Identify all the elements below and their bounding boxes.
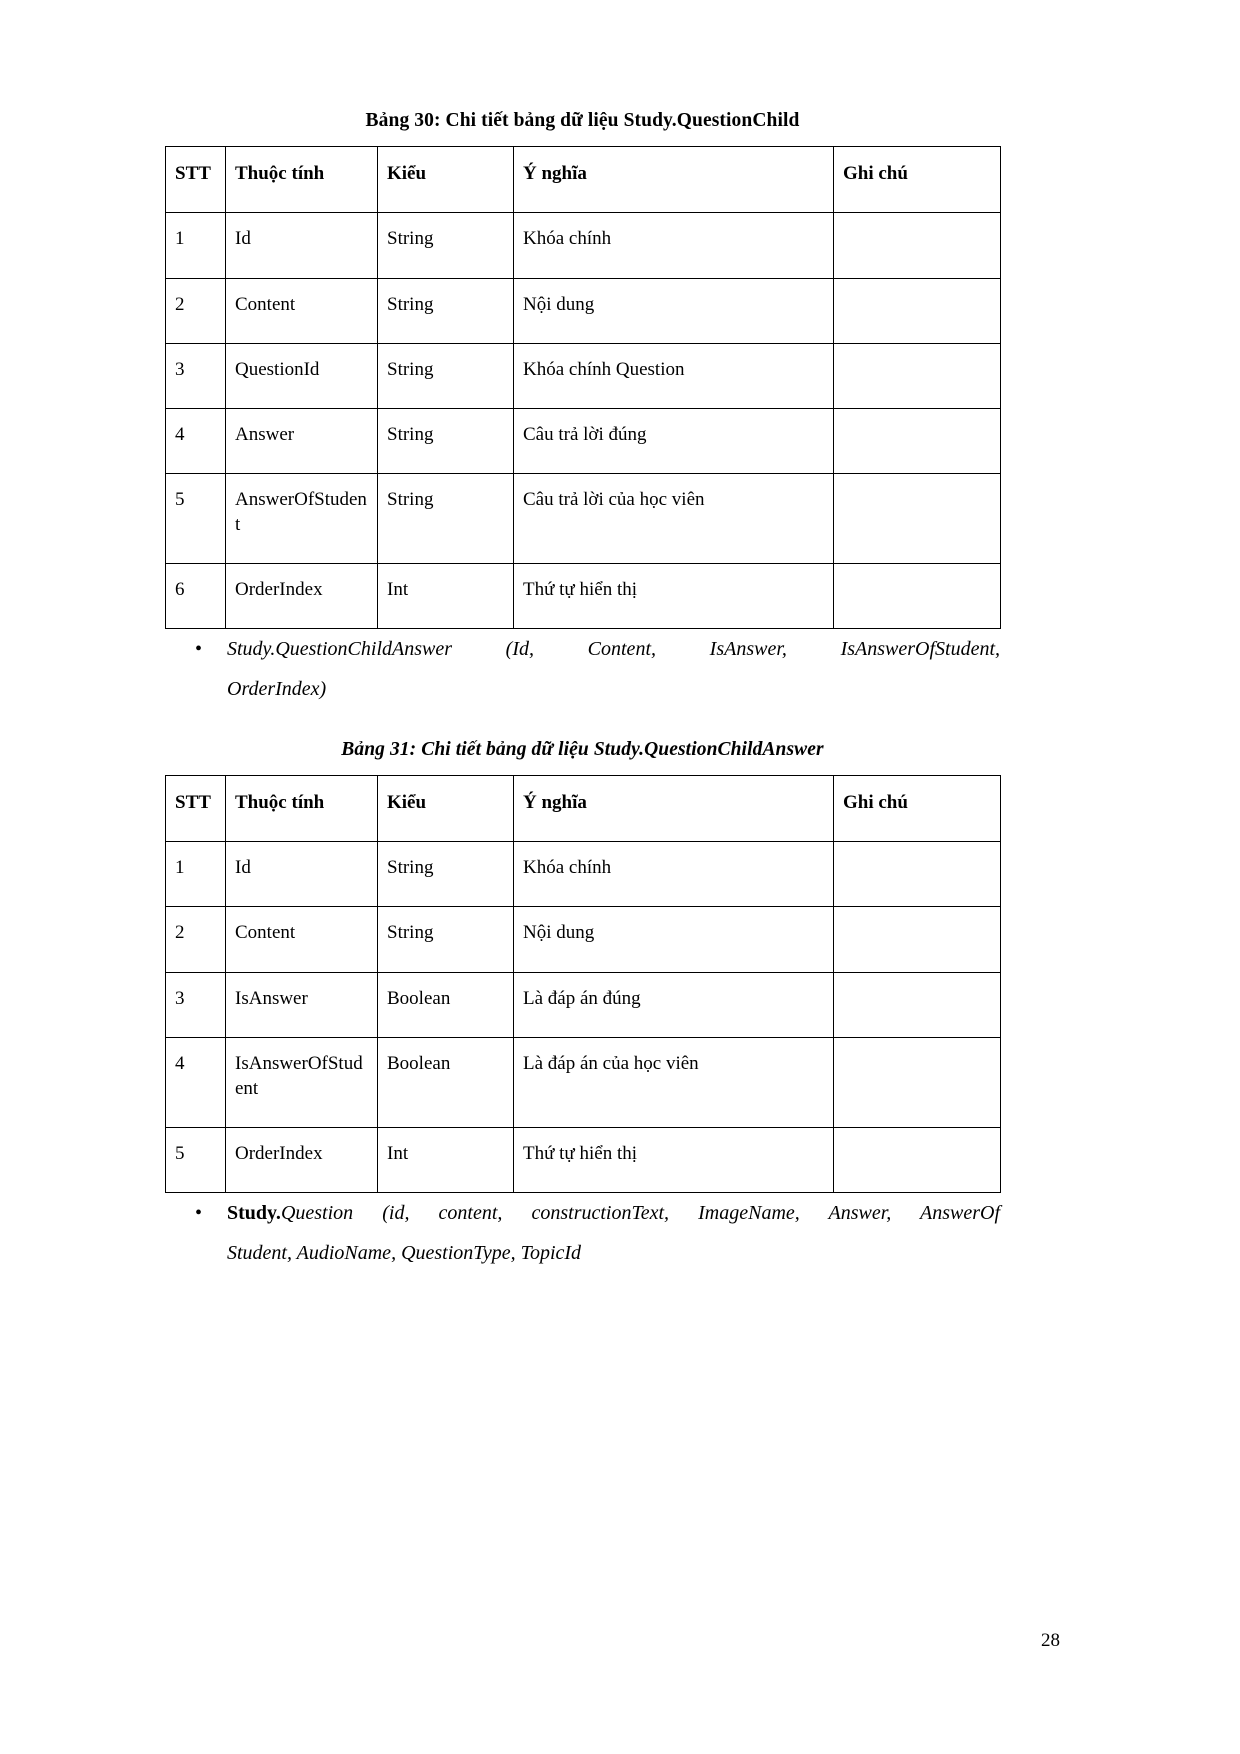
table-row	[166, 842, 1001, 907]
column-header-type: Kiểu	[378, 776, 514, 842]
cell-meaning: Nội dung	[514, 907, 834, 972]
cell-note	[834, 343, 1001, 408]
table-31-caption: Bảng 31: Chi tiết bảng dữ liệu Study.QuestionChildAnswer	[341, 738, 824, 760]
column-header-attribute: Thuộc tính	[226, 776, 378, 842]
cell-note	[834, 972, 1001, 1037]
cell-attribute: AnswerOfStudent	[226, 473, 378, 563]
table-row	[166, 1037, 1001, 1127]
bullet-1-line-1: • Study.QuestionChildAnswer (Id, Content, IsAnswer, IsAnswerOfStudent,	[227, 637, 1000, 660]
cell-type: String	[378, 842, 514, 907]
cell-meaning: Khóa chính	[514, 213, 834, 278]
cell-stt: 6	[166, 563, 226, 628]
cell-attribute: Id	[226, 842, 378, 907]
table-row	[166, 972, 1001, 1037]
cell-stt: 1	[166, 213, 226, 278]
cell-stt: 2	[166, 278, 226, 343]
cell-note	[834, 842, 1001, 907]
column-header-note: Ghi chú	[834, 147, 1001, 213]
table-31	[165, 775, 1001, 1193]
entity-bullet-list-1	[165, 629, 1000, 709]
cell-type: Boolean	[378, 972, 514, 1037]
table-row	[166, 408, 1001, 473]
cell-type: String	[378, 278, 514, 343]
page-number: 28	[1041, 1630, 1060, 1651]
column-header-stt: STT	[166, 776, 226, 842]
cell-meaning: Khóa chính Question	[514, 343, 834, 408]
cell-attribute: OrderIndex	[226, 1127, 378, 1192]
cell-note	[834, 563, 1001, 628]
cell-attribute: Id	[226, 213, 378, 278]
cell-meaning: Là đáp án đúng	[514, 972, 834, 1037]
cell-attribute: Content	[226, 907, 378, 972]
cell-stt: 2	[166, 907, 226, 972]
cell-meaning: Khóa chính	[514, 842, 834, 907]
cell-meaning: Là đáp án của học viên	[514, 1037, 834, 1127]
table-30-header-row	[166, 147, 1001, 213]
cell-attribute: QuestionId	[226, 343, 378, 408]
cell-meaning: Câu trả lời của học viên	[514, 473, 834, 563]
cell-stt: 5	[166, 473, 226, 563]
cell-attribute: Content	[226, 278, 378, 343]
table-30-caption: Bảng 30: Chi tiết bảng dữ liệu Study.QuestionChild	[365, 110, 800, 131]
bullet-1-line-2: OrderIndex)	[227, 677, 327, 700]
table-row	[166, 1127, 1001, 1192]
cell-note	[834, 278, 1001, 343]
cell-meaning: Thứ tự hiển thị	[514, 563, 834, 628]
column-header-attribute: Thuộc tính	[226, 147, 378, 213]
cell-attribute: Answer	[226, 408, 378, 473]
table-30	[165, 146, 1001, 629]
table-31-header-row	[166, 776, 1001, 842]
page-content	[165, 0, 1000, 1273]
cell-stt: 4	[166, 408, 226, 473]
column-header-stt: STT	[166, 147, 226, 213]
cell-meaning: Nội dung	[514, 278, 834, 343]
cell-note	[834, 1127, 1001, 1192]
cell-type: Int	[378, 1127, 514, 1192]
entity-bullet-list-2	[165, 1193, 1000, 1273]
bullet-2-line-2: Student, AudioName, QuestionType, TopicId	[227, 1241, 582, 1264]
cell-type: String	[378, 907, 514, 972]
table-row	[166, 213, 1001, 278]
cell-note	[834, 213, 1001, 278]
table-row	[166, 907, 1001, 972]
cell-type: Int	[378, 563, 514, 628]
cell-stt: 1	[166, 842, 226, 907]
cell-stt: 5	[166, 1127, 226, 1192]
table-row	[166, 343, 1001, 408]
cell-note	[834, 408, 1001, 473]
cell-meaning: Câu trả lời đúng	[514, 408, 834, 473]
cell-type: Boolean	[378, 1037, 514, 1127]
cell-type: String	[378, 213, 514, 278]
list-item	[165, 629, 1000, 709]
cell-stt: 3	[166, 972, 226, 1037]
cell-type: String	[378, 473, 514, 563]
column-header-type: Kiểu	[378, 147, 514, 213]
cell-meaning: Thứ tự hiển thị	[514, 1127, 834, 1192]
cell-note	[834, 907, 1001, 972]
cell-note	[834, 1037, 1001, 1127]
cell-note	[834, 473, 1001, 563]
cell-attribute: IsAnswerOfStudent	[226, 1037, 378, 1127]
cell-type: String	[378, 408, 514, 473]
table-row	[166, 473, 1001, 563]
bullet-2-line-1-rest: Question (id, content, constructionText, ImageName, Answer, AnswerOf	[280, 1201, 1000, 1224]
table-row	[166, 278, 1001, 343]
bullet-2-lead: Study.	[227, 1201, 281, 1224]
column-header-note: Ghi chú	[834, 776, 1001, 842]
list-item	[165, 1193, 1000, 1273]
cell-stt: 4	[166, 1037, 226, 1127]
cell-attribute: IsAnswer	[226, 972, 378, 1037]
table-row	[166, 563, 1001, 628]
column-header-meaning: Ý nghĩa	[514, 147, 834, 213]
column-header-meaning: Ý nghĩa	[514, 776, 834, 842]
cell-attribute: OrderIndex	[226, 563, 378, 628]
cell-type: String	[378, 343, 514, 408]
cell-stt: 3	[166, 343, 226, 408]
bullet-2-line-1	[227, 1193, 1000, 1233]
